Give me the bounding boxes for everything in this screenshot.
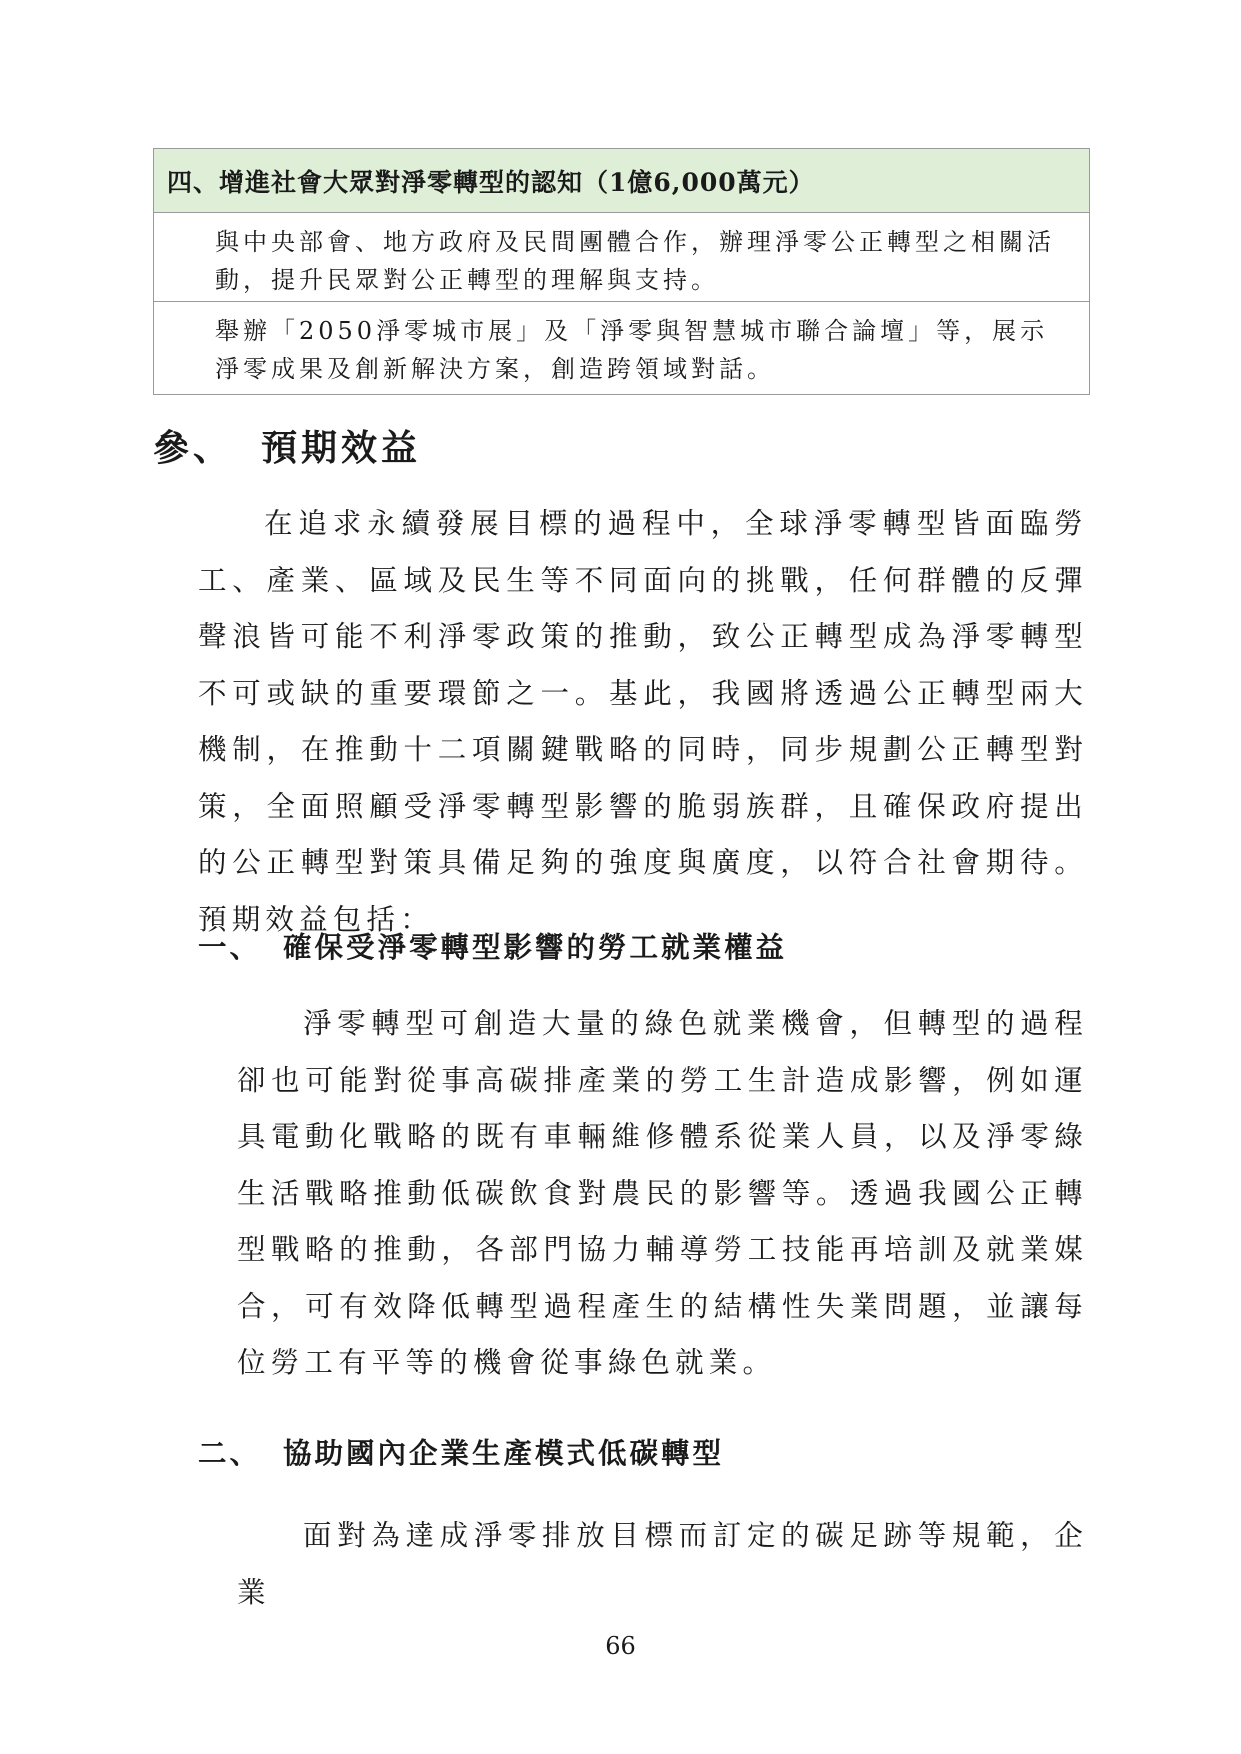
subsection-heading xyxy=(198,1431,724,1472)
table-row: 與中央部會、地方政府及民間團體合作，辦理淨零公正轉型之相關活動，提升民眾對公正轉型的理解與支持。 xyxy=(215,228,1055,294)
subsection-number: 二、 xyxy=(198,1436,262,1470)
subsection-number: 一、 xyxy=(198,930,262,964)
section-title: 預期效益 xyxy=(261,427,422,469)
section-number: 參、 xyxy=(153,427,234,469)
page-number: 66 xyxy=(605,1632,636,1660)
table-header: 四、增進社會大眾對淨零轉型的認知（1億6,000萬元） xyxy=(154,149,1089,213)
subsection-title: 確保受淨零轉型影響的勞工就業權益 xyxy=(283,930,788,964)
subsection-title: 協助國內企業生產模式低碳轉型 xyxy=(283,1436,725,1470)
subsection-paragraph: 面對為達成淨零排放目標而訂定的碳足跡等規範，企業 xyxy=(237,1519,1088,1609)
section-intro-paragraph: 在追求永續發展目標的過程中，全球淨零轉型皆面臨勞工、產業、區域及民生等不同面向的挑戰，任何群體的反彈聲浪皆可能不利淨零政策的推動，致公正轉型成為淨零轉型不可或缺的重要環節之一。基此，我國將透過公正轉型兩大機制，在推動十二項關鍵戰略的同時，同步規劃公正轉型對策，全面照顧受淨零轉型影響的脆弱族群，且確保政府提出的公正轉型對策具備足夠的強度與廣度，以符合社會期待。預期效益包括： xyxy=(198,507,1088,936)
action-item-table xyxy=(153,148,1090,395)
subsection-paragraph: 淨零轉型可創造大量的綠色就業機會，但轉型的過程卻也可能對從事高碳排產業的勞工生計造成影響，例如運具電動化戰略的既有車輛維修體系從業人員，以及淨零綠生活戰略推動低碳飲食對農民的影響等。透過我國公正轉型戰略的推動，各部門協力輔導勞工技能再培訓及就業媒合，可有效降低轉型過程產生的結構性失業問題，並讓每位勞工有平等的機會從事綠色就業。 xyxy=(237,1007,1088,1379)
subsection-heading xyxy=(198,925,787,966)
section-heading xyxy=(153,420,421,471)
table-row: 舉辦「2050淨零城市展」及「淨零與智慧城市聯合論壇」等，展示淨零成果及創新解決方案，創造跨領域對話。 xyxy=(154,301,1089,394)
